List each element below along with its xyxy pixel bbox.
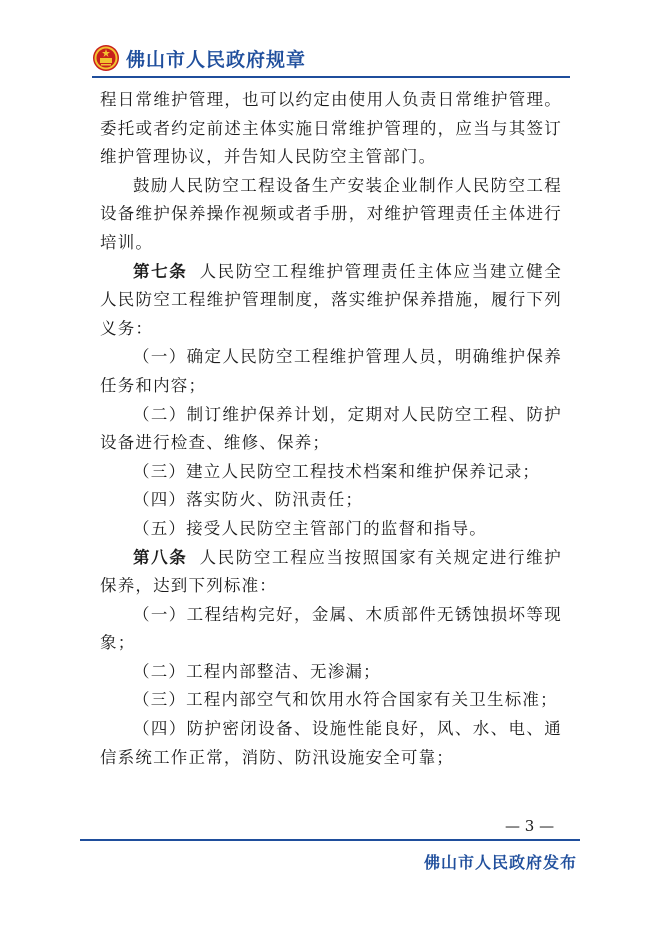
header-divider [92, 76, 570, 78]
footer-divider [80, 839, 580, 841]
list-item: （二）工程内部整洁、无渗漏； [133, 661, 381, 681]
header-title: 佛山市人民政府规章 [126, 49, 307, 71]
page-number: — 3 — [505, 817, 555, 835]
article-text: 人民防空工程维护管理责任主体应当建立健全人民防空工程维护管理制度，落实维护保养措施，履行下列义务： [100, 261, 562, 338]
national-emblem-icon [92, 44, 120, 72]
list-item: （一）确定人民防空工程维护管理人员，明确维护保养任务和内容； [100, 347, 562, 395]
list-item: （五）接受人民防空主管部门的监督和指导。 [133, 518, 487, 538]
list-item: （三）建立人民防空工程技术档案和维护保养记录； [133, 461, 541, 481]
paragraph: 程日常维护管理，也可以约定由使用人负责日常维护管理。委托或者约定前述主体实施日常维护管理的，应当与其签订维护管理协议，并告知人民防空主管部门。 [100, 90, 562, 167]
article-text: 人民防空工程应当按照国家有关规定进行维护保养，达到下列标准： [100, 547, 562, 596]
paragraph: 鼓励人民防空工程设备生产安装企业制作人民防空工程设备维护保养操作视频或者手册，对维护管理责任主体进行培训。 [100, 175, 562, 252]
document-body [100, 86, 562, 772]
list-item: （四）落实防火、防汛责任； [133, 490, 364, 510]
list-item: （三）工程内部空气和饮用水符合国家有关卫生标准； [133, 690, 558, 710]
list-item: （一）工程结构完好，金属、木质部件无锈蚀损坏等现象； [100, 604, 562, 653]
article-7 [100, 258, 562, 344]
article-number: 第七条 [133, 261, 188, 281]
footer-publisher: 佛山市人民政府发布 [424, 853, 578, 872]
article-8 [100, 544, 562, 601]
article-number: 第八条 [133, 547, 188, 567]
list-item: （四）防护密闭设备、设施性能良好，风、水、电、通信系统工作正常，消防、防汛设施安全可靠； [100, 719, 562, 767]
list-item: （二）制订维护保养计划，定期对人民防空工程、防护设备进行检查、维修、保养； [100, 404, 562, 453]
